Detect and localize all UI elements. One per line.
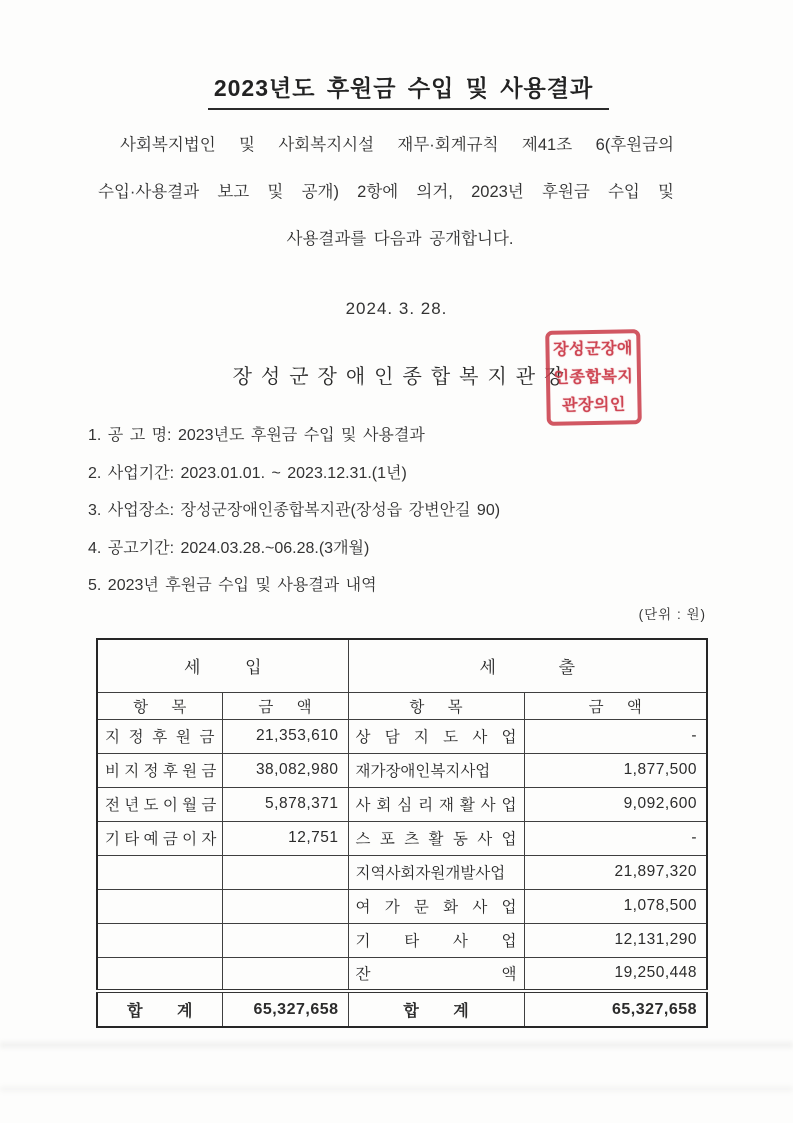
expense-item-cell: 사 회 심 리 재 활 사 업 <box>348 787 524 821</box>
notice-item-4: 4. 공고기간: 2024.03.28.~06.28.(3개월) <box>88 539 370 557</box>
title-wrap <box>0 70 793 110</box>
income-amount-cell <box>222 923 348 957</box>
seal-text-line: 장성군장애 <box>552 339 634 359</box>
page-title: 2023년도 후원금 수입 및 사용결과 <box>208 70 609 110</box>
expense-item-cell: 여 가 문 화 사 업 <box>348 889 524 923</box>
expense-amount-cell: 19,250,448 <box>524 957 707 991</box>
scan-artifact <box>0 1042 793 1048</box>
expense-amount-cell: - <box>524 719 707 753</box>
expense-total-amount: 65,327,658 <box>524 991 707 1027</box>
income-item-cell <box>97 957 222 991</box>
announcement-date: 2024. 3. 28. <box>345 299 448 318</box>
expense-item-cell: 지역사회자원개발사업 <box>348 855 524 889</box>
income-item-cell: 기 타 예 금 이 자 <box>97 821 222 855</box>
table-row <box>97 855 707 889</box>
income-amount-cell: 21,353,610 <box>222 719 348 753</box>
expense-amount-cell: 12,131,290 <box>524 923 707 957</box>
table-row <box>97 957 707 991</box>
notice-item-5: 5. 2023년 후원금 수입 및 사용결과 내역 <box>88 577 377 594</box>
seal-text-line: 관장의인 <box>561 395 627 415</box>
income-item-cell: 전 년 도 이 월 금 <box>97 787 222 821</box>
table-row <box>97 753 707 787</box>
income-group-header: 세 입 <box>97 639 348 692</box>
unit-note: (단위 : 원) <box>638 607 706 622</box>
expense-amount-cell: 1,078,500 <box>524 889 707 923</box>
expense-item-cell: 상 담 지 도 사 업 <box>348 719 524 753</box>
notice-item-2: 2. 사업기간: 2023.01.01. ~ 2023.12.31.(1년) <box>88 464 407 482</box>
income-item-cell <box>97 889 222 923</box>
seal-text-line: 인종합복지 <box>553 367 634 387</box>
income-item-header: 항 목 <box>97 692 222 719</box>
income-expense-table <box>96 638 708 1028</box>
intro-line-2: 수입·사용결과 보고 및 공개) 2항에 의거, 2023년 후원금 수입 및 <box>98 183 674 201</box>
scan-artifact <box>0 1086 793 1092</box>
expense-item-cell: 기 타 사 업 <box>348 923 524 957</box>
expense-item-header: 항 목 <box>348 692 524 719</box>
table-row <box>97 821 707 855</box>
intro-line-3: 사용결과를 다음과 공개합니다. <box>286 230 514 248</box>
income-amount-cell <box>222 889 348 923</box>
income-amount-cell: 12,751 <box>222 821 348 855</box>
income-item-cell: 비 지 정 후 원 금 <box>97 753 222 787</box>
signer-name: 장성군장애인종합복지관장 <box>232 366 573 388</box>
expense-amount-cell: - <box>524 821 707 855</box>
expense-item-cell: 재가장애인복지사업 <box>348 753 524 787</box>
income-item-cell <box>97 855 222 889</box>
notice-item-1: 1. 공 고 명: 2023년도 후원금 수입 및 사용결과 <box>88 427 425 444</box>
expense-total-label: 합 계 <box>348 991 524 1027</box>
income-item-cell: 지 정 후 원 금 <box>97 719 222 753</box>
intro-paragraph <box>98 122 674 263</box>
income-total-label: 합 계 <box>97 991 222 1027</box>
income-item-cell <box>97 923 222 957</box>
expense-item-cell: 잔 액 <box>348 957 524 991</box>
ledger-table-wrap <box>96 638 708 1028</box>
table-row <box>97 889 707 923</box>
table-column-header-row <box>97 692 707 719</box>
income-amount-cell: 38,082,980 <box>222 753 348 787</box>
table-total-row <box>97 991 707 1027</box>
table-group-header-row <box>97 639 707 692</box>
income-amount-cell <box>222 855 348 889</box>
expense-amount-cell: 21,897,320 <box>524 855 707 889</box>
notice-item-3: 3. 사업장소: 장성군장애인종합복지관(장성읍 강변안길 90) <box>88 502 501 519</box>
table-row <box>97 787 707 821</box>
notice-list <box>88 417 708 605</box>
intro-line-1: 사회복지법인 및 사회복지시설 재무·회계규칙 제41조 6(후원금의 <box>120 136 674 154</box>
expense-item-cell: 스 포 츠 활 동 사 업 <box>348 821 524 855</box>
expense-group-header: 세 출 <box>348 639 707 692</box>
income-amount-header: 금 액 <box>222 692 348 719</box>
income-total-amount: 65,327,658 <box>222 991 348 1027</box>
expense-amount-header: 금 액 <box>524 692 707 719</box>
table-row <box>97 923 707 957</box>
income-amount-cell <box>222 957 348 991</box>
expense-amount-cell: 9,092,600 <box>524 787 707 821</box>
table-row <box>97 719 707 753</box>
expense-amount-cell: 1,877,500 <box>524 753 707 787</box>
income-amount-cell: 5,878,371 <box>222 787 348 821</box>
